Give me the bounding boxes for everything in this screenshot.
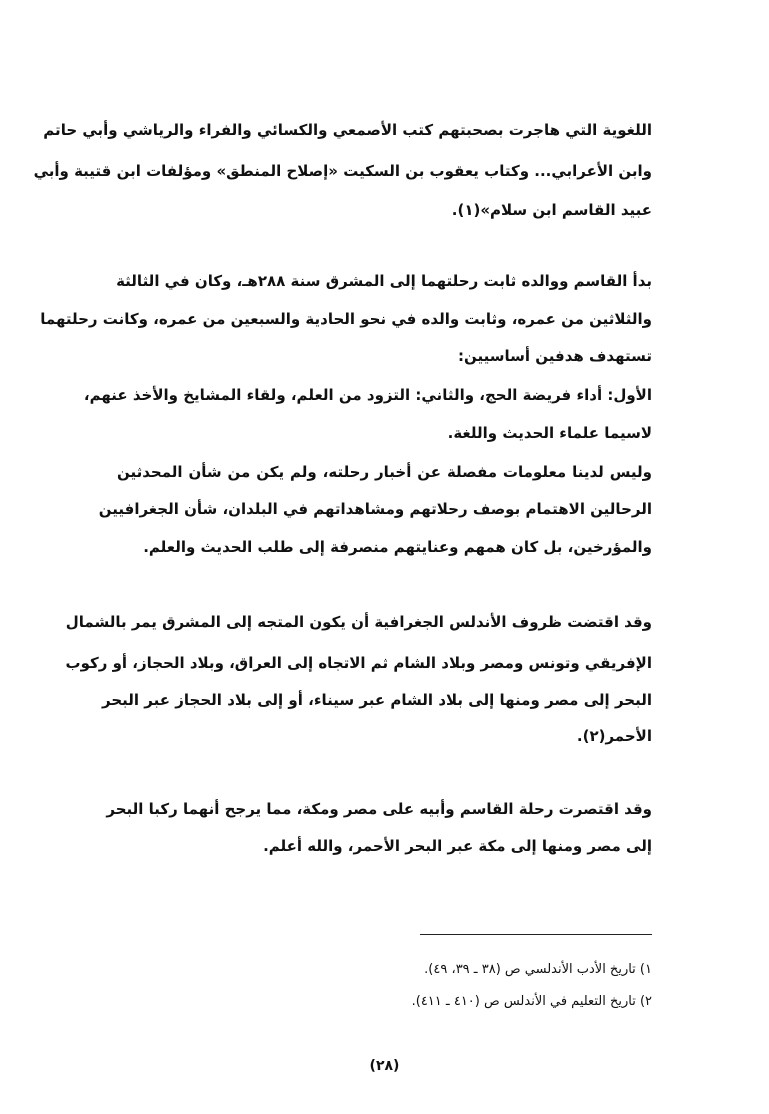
paragraph-3-line-2: لاسيما علماء الحديث واللغة. bbox=[447, 424, 652, 442]
paragraph-5-line-1: وقد اقتضت ظروف الأندلس الجغرافية أن يكون المتجه إلى المشرق يمر بالشمال bbox=[65, 613, 652, 631]
paragraph-2-line-2: والثلاثين من عمره، وثابت والده في نحو الحادية والسبعين من عمره، وكانت رحلتهما bbox=[40, 310, 652, 328]
paragraph-6-line-2: إلى مصر ومنها إلى مكة عبر البحر الأحمر، والله أعلم. bbox=[263, 837, 652, 855]
paragraph-6-line-1: وقد اقتصرت رحلة القاسم وأبيه على مصر ومكة، مما يرجح أنهما ركبا البحر bbox=[106, 800, 652, 818]
footnote-1: ١) تاريخ الأدب الأندلسي ص (٣٨ ـ ٣٩، ٤٩). bbox=[424, 962, 652, 977]
paragraph-5-line-2: الإفريقي وتونس ومصر وبلاد الشام ثم الاتجاه إلى العراق، وبلاد الحجاز، أو ركوب bbox=[65, 654, 652, 672]
page-number: (٢٨) bbox=[369, 1058, 400, 1074]
footnote-separator bbox=[420, 934, 652, 935]
paragraph-1-line-1: اللغوية التي هاجرت بصحبتهم كتب الأصمعي والكسائي والفراء والرياشي وأبي حاتم bbox=[43, 121, 652, 139]
paragraph-5-line-4: الأحمر(٢). bbox=[576, 727, 652, 745]
paragraph-4-line-3: والمؤرخين، بل كان همهم وعنايتهم منصرفة إلى طلب الحديث والعلم. bbox=[143, 538, 652, 556]
paragraph-3-line-1: الأول: أداء فريضة الحج، والثاني: التزود من العلم، ولقاء المشايخ والأخذ عنهم، bbox=[83, 386, 652, 404]
paragraph-1-line-2: وابن الأعرابي... وكتاب يعقوب بن السكيت «إصلاح المنطق» ومؤلفات ابن قتيبة وأبي bbox=[33, 162, 652, 180]
paragraph-1-line-3: عبيد القاسم ابن سلام»(١). bbox=[451, 201, 652, 219]
paragraph-2-line-1: بدأ القاسم ووالده ثابت رحلتهما إلى المشرق سنة ٢٨٨هـ، وكان في الثالثة bbox=[116, 272, 652, 290]
paragraph-2-line-3: تستهدف هدفين أساسيين: bbox=[458, 347, 652, 365]
footnote-2: ٢) تاريخ التعليم في الأندلس ص (٤١٠ ـ ٤١١). bbox=[411, 994, 652, 1009]
paragraph-4-line-2: الرحالين الاهتمام بوصف رحلاتهم ومشاهداتهم في البلدان، شأن الجغرافيين bbox=[98, 500, 652, 518]
paragraph-4-line-1: وليس لدينا معلومات مفصلة عن أخبار رحلته، ولم يكن من شأن المحدثين bbox=[117, 463, 652, 481]
paragraph-5-line-3: البحر إلى مصر ومنها إلى بلاد الشام عبر سيناء، أو إلى بلاد الحجاز عبر البحر bbox=[102, 691, 652, 709]
